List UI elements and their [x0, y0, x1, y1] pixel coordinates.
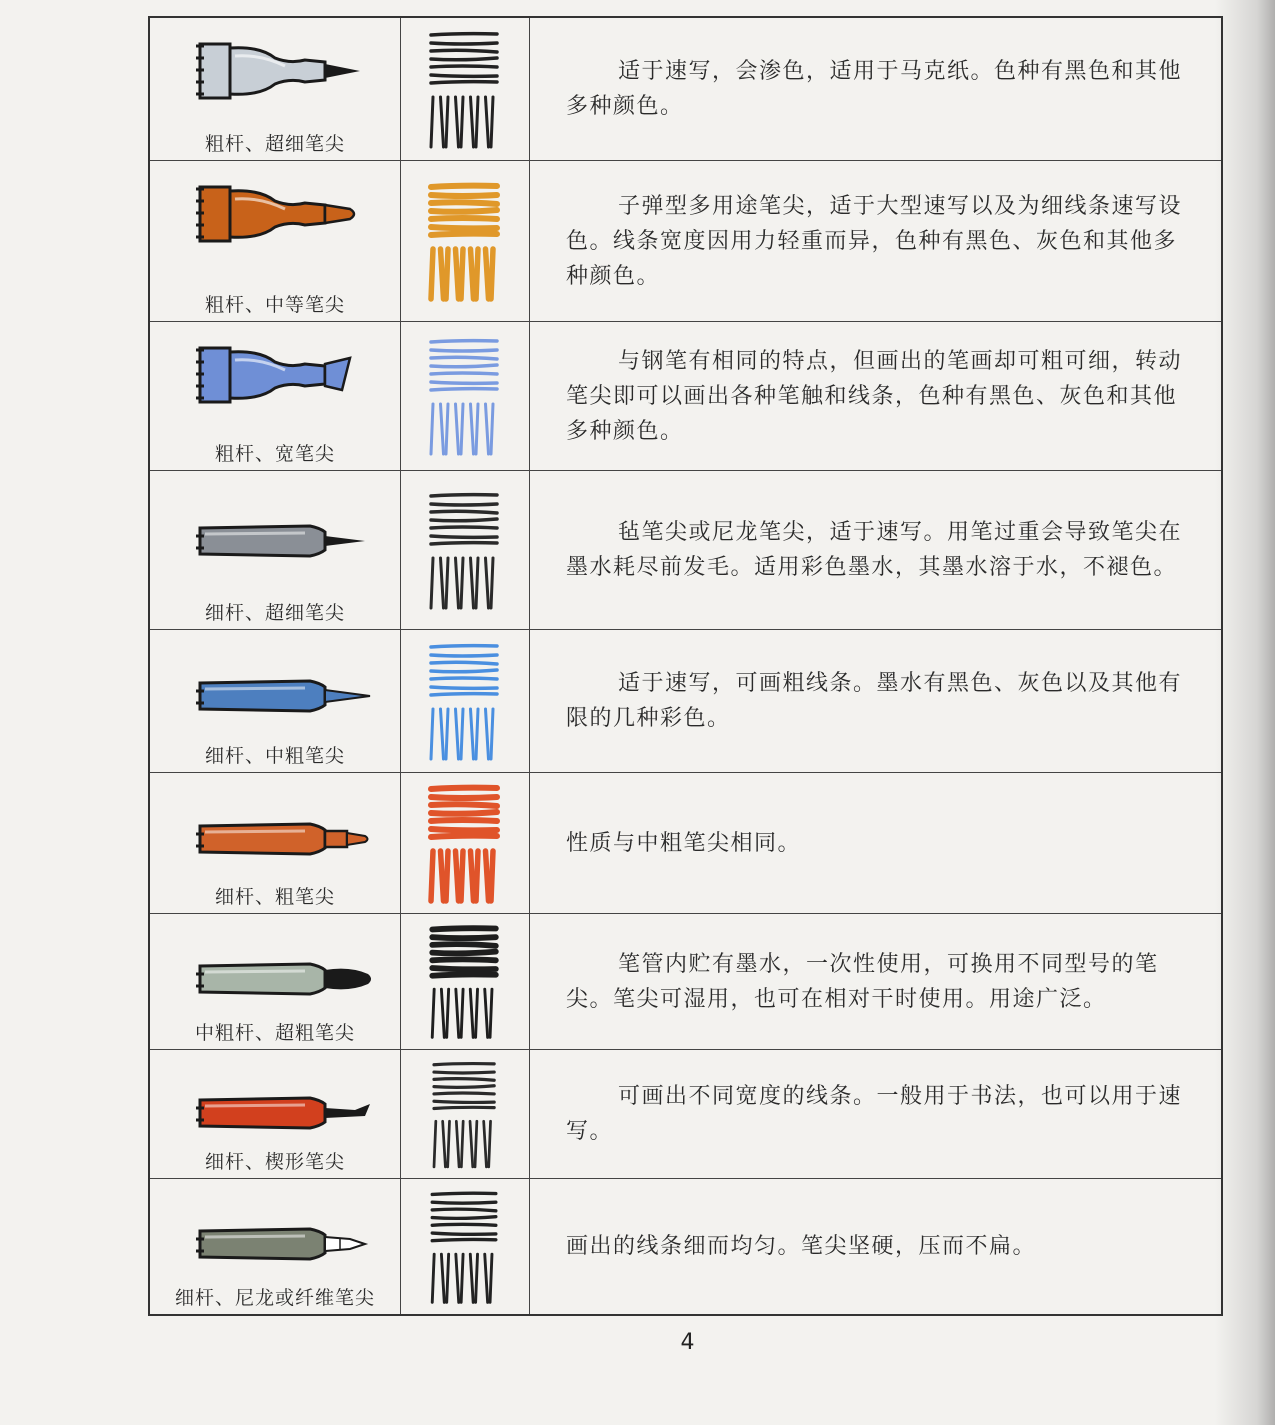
page-number: 4: [680, 1330, 695, 1355]
pen-description: 适于速写，会渗色，适用于马克纸。色种有黑色和其他多种颜色。: [566, 59, 1183, 119]
stroke-sample-cell: [401, 17, 530, 161]
pen-tip-cell: [149, 1179, 401, 1316]
thin-barrel-chisel-tip-icon: [190, 1078, 380, 1148]
stroke-sample-cell: [401, 322, 530, 471]
pen-tip-label: 细杆、楔形笔尖: [204, 1151, 345, 1173]
pen-tip-label: 细杆、粗笔尖: [214, 886, 335, 908]
stroke-sample-icon: [401, 1181, 529, 1312]
stroke-sample-cell: [401, 630, 530, 773]
description-cell: [530, 17, 1223, 161]
description-cell: [530, 471, 1223, 630]
pen-tip-cell: [149, 914, 401, 1050]
stroke-sample-cell: [401, 1179, 530, 1316]
stroke-sample-icon: [401, 633, 529, 769]
pen-tip-label: 粗杆、宽笔尖: [214, 443, 335, 465]
description-cell: [530, 1179, 1223, 1316]
description-cell: [530, 773, 1223, 914]
pen-description: 可画出不同宽度的线条。一般用于书法，也可以用于速写。: [566, 1084, 1183, 1144]
pen-description: 子弹型多用途笔尖，适于大型速写以及为细线条速写设色。线条宽度因用力轻重而异，色种有黑色、灰色和其他多种颜色。: [566, 193, 1183, 289]
stroke-sample-cell: [401, 914, 530, 1050]
pen-tip-label: 粗杆、超细笔尖: [204, 133, 345, 155]
medium-barrel-extra-bold-tip-icon: [190, 944, 380, 1014]
stroke-sample-icon: [401, 775, 529, 911]
pen-tip-cell: [149, 773, 401, 914]
pen-types-table: [148, 16, 1223, 1316]
stroke-sample-icon: [401, 328, 529, 464]
table-row: [149, 773, 1222, 914]
stroke-sample-cell: [401, 1050, 530, 1179]
stroke-sample-cell: [401, 161, 530, 322]
table-row: [149, 1179, 1222, 1316]
description-cell: [530, 914, 1223, 1050]
pen-description: 画出的线条细而均匀。笔尖坚硬，压而不扁。: [566, 1234, 1037, 1259]
stroke-sample-cell: [401, 471, 530, 630]
table-row: [149, 17, 1222, 161]
pen-tip-label: 粗杆、中等笔尖: [204, 294, 345, 316]
pen-tip-label: 细杆、中粗笔尖: [204, 745, 345, 767]
thin-barrel-bold-tip-icon: [190, 804, 380, 874]
thin-barrel-extra-fine-tip-icon: [190, 506, 380, 576]
stroke-sample-icon: [401, 21, 529, 157]
pen-tip-cell: [149, 630, 401, 773]
pen-tip-cell: [149, 17, 401, 161]
pen-tip-cell: [149, 1050, 401, 1179]
pen-description: 适于速写，可画粗线条。墨水有黑色、灰色以及其他有限的几种彩色。: [566, 671, 1183, 731]
stroke-sample-icon: [401, 1052, 529, 1176]
thick-barrel-medium-tip-icon: [190, 179, 380, 249]
pen-tip-cell: [149, 471, 401, 630]
stroke-sample-cell: [401, 773, 530, 914]
pen-tip-cell: [149, 322, 401, 471]
table-row: [149, 161, 1222, 322]
stroke-sample-icon: [401, 482, 529, 618]
pen-tip-label: 细杆、超细笔尖: [204, 602, 345, 624]
thick-barrel-broad-tip-icon: [190, 340, 380, 410]
thin-barrel-nylon-fiber-tip-icon: [190, 1209, 380, 1279]
pen-description: 与钢笔有相同的特点，但画出的笔画却可粗可细，转动笔尖即可以画出各种笔触和线条，色种有黑色、灰色和其他多种颜色。: [566, 348, 1183, 444]
table-row: [149, 471, 1222, 630]
pen-description: 笔管内贮有墨水，一次性使用，可换用不同型号的笔尖。笔尖可湿用，也可在相对干时使用。用途广泛。: [566, 951, 1159, 1012]
table-row: [149, 630, 1222, 773]
description-cell: [530, 1050, 1223, 1179]
pen-description: 毡笔尖或尼龙笔尖，适于速写。用笔过重会导致笔尖在墨水耗尽前发毛。适用彩色墨水，其墨水溶于水，不褪色。: [566, 520, 1183, 580]
page-edge-shadow: [1215, 0, 1275, 1425]
table-row: [149, 1050, 1222, 1179]
thin-barrel-medium-tip-icon: [190, 661, 380, 731]
table-row: [149, 322, 1222, 471]
pen-tip-cell: [149, 161, 401, 322]
description-cell: [530, 322, 1223, 471]
pen-description: 性质与中粗笔尖相同。: [566, 830, 802, 856]
pen-tip-label: 中粗杆、超粗笔尖: [194, 1022, 355, 1044]
description-cell: [530, 630, 1223, 773]
table-row: [149, 914, 1222, 1050]
thick-barrel-extra-fine-tip-icon: [190, 36, 380, 106]
description-cell: [530, 161, 1223, 322]
stroke-sample-icon: [401, 173, 529, 309]
stroke-sample-icon: [401, 916, 529, 1047]
pen-tip-label: 细杆、尼龙或纤维笔尖: [174, 1287, 375, 1309]
